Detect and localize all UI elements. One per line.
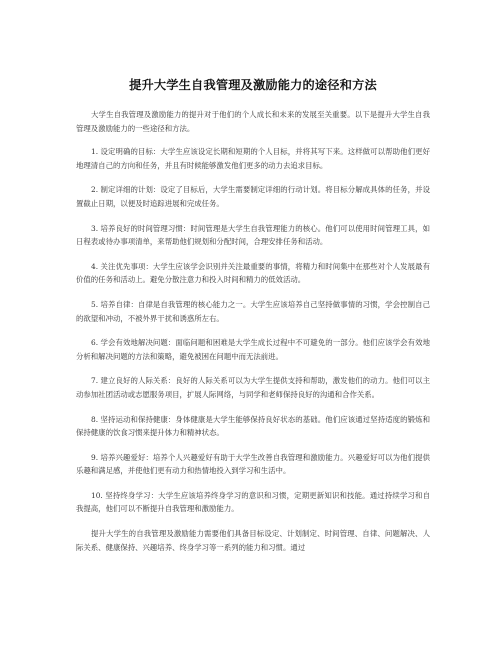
paragraph-2: 2. 制定详细的计划：设定了目标后，大学生需要制定详细的行动计划。将目标分解成具体的任务，并设置截止日期，以便及时追踪进展和完成任务。 (76, 185, 430, 208)
paragraph-5: 5. 培养自律：自律是自我管理的核心能力之一。大学生应该培养自己坚持做事情的习惯，学会控制自己的欲望和冲动，不被外界干扰和诱惑所左右。 (76, 299, 430, 323)
conclusion-paragraph: 提升大学生的自我管理及激励能力需要他们具备目标设定、计划制定、时间管理、自律、问题解决、人际关系、健康保持、兴趣培养、终身学习等一系列的能力和习惯。通过 (76, 529, 430, 552)
paragraph-1: 1. 设定明确的目标：大学生应该设定长期和短期的个人目标，并将其写下来。这样做可以帮助他们更好地理清自己的方向和任务，并且有时候能够激发他们更多的动力去追求目标。 (76, 147, 430, 170)
page-title: 提升大学生自我管理及激励能力的途径和方法 (129, 78, 377, 92)
paragraph-9: 9. 培养兴趣爱好：培养个人兴趣爱好有助于大学生改善自我管理和激励能力。兴趣爱好可以为他们提供乐趣和满足感，并使他们更有动力和热情地投入到学习和生活中。 (76, 452, 430, 476)
paragraph-3: 3. 培养良好的时间管理习惯：时间管理是大学生自我管理能力的核心。他们可以使用时间管理工具，如日程表或待办事项清单，来帮助他们规划和分配时间，合理安排任务和活动。 (76, 223, 430, 247)
paragraph-4: 4. 关注优先事项：大学生应该学会识别并关注最重要的事情，将精力和时间集中在那些对个人发展最有价值的任务和活动上。避免分散注意力和投入时间和精力的低效活动。 (76, 261, 430, 285)
paragraph-10: 10. 坚持终身学习：大学生应该培养终身学习的意识和习惯，定期更新知识和技能。通过持续学习和自我提高，他们可以不断提升自我管理和激励能力。 (76, 490, 430, 514)
paragraph-8: 8. 坚持运动和保持健康：身体健康是大学生能够保持良好状态的基础。他们应该通过坚持适度的锻炼和保持健康的饮食习惯来提升体力和精神状态。 (76, 414, 430, 438)
intro-paragraph: 大学生自我管理及激励能力的提升对于他们的个人成长和未来的发展至关重要。以下是提升大学生自我管理及激励能力的一些途径和方法。 (76, 110, 430, 133)
paragraph-7: 7. 建立良好的人际关系：良好的人际关系可以为大学生提供支持和帮助，激发他们的动力。他们可以主动参加社团活动或志愿服务项目，扩展人际网络，与同学和老师保持良好的沟通和合作关系。 (76, 376, 430, 399)
paragraph-6: 6. 学会有效地解决问题：面临问题和困难是大学生成长过程中不可避免的一部分。他们应该学会有效地分析和解决问题的方法和策略，避免被困在问题中而无法前进。 (76, 338, 430, 361)
